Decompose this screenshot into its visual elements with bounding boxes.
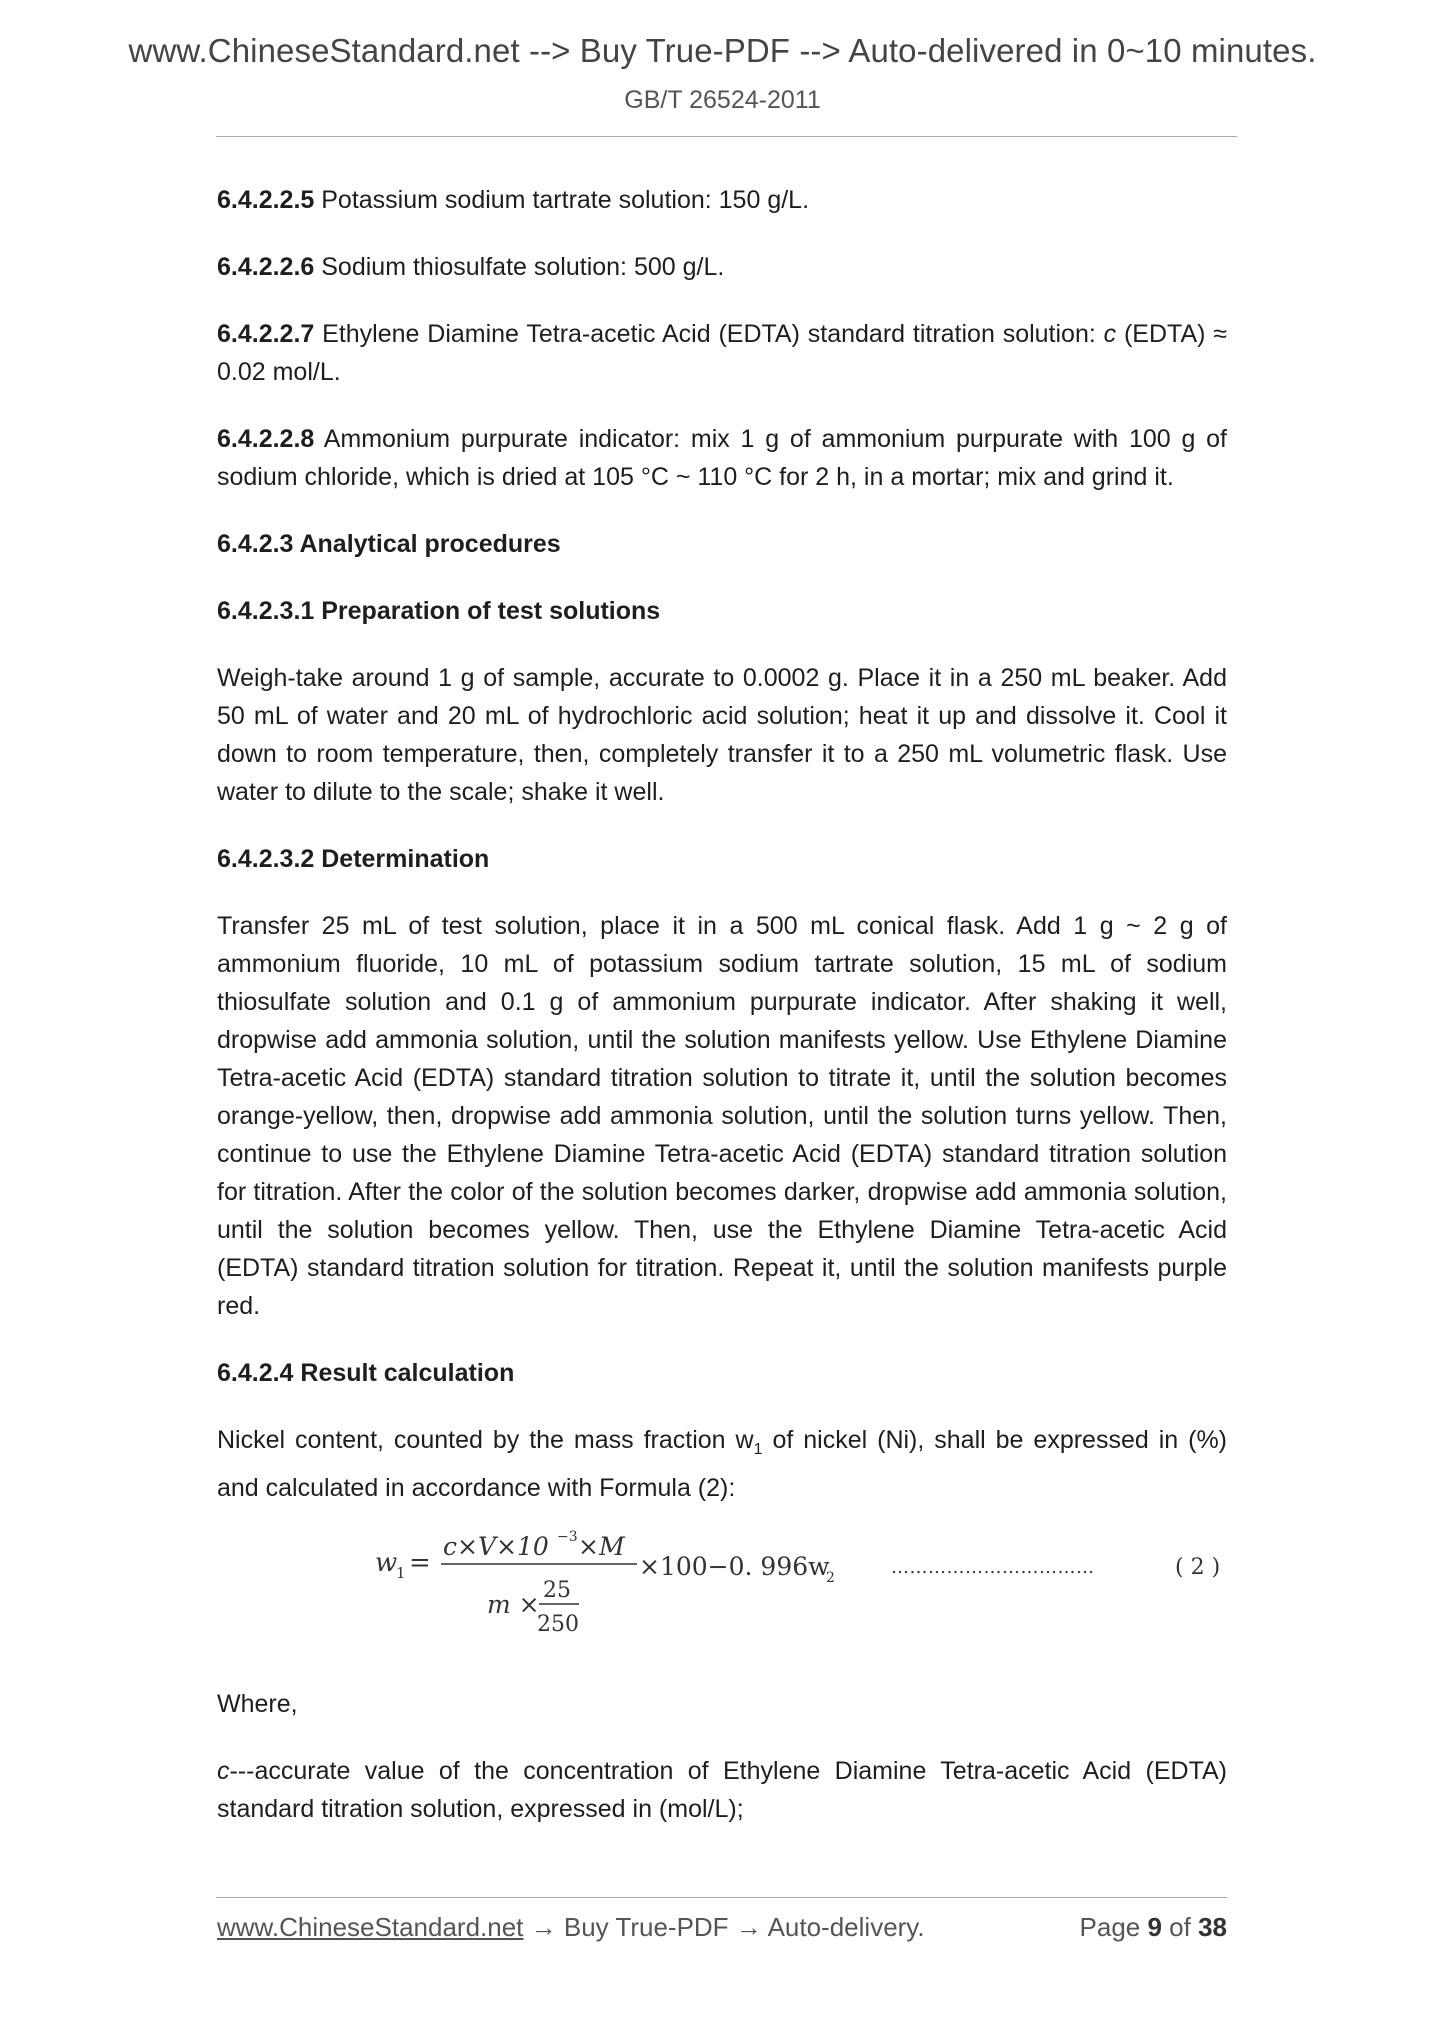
formula-label: ( 2 ) xyxy=(1175,1555,1221,1580)
formula-lhs: w xyxy=(375,1548,398,1578)
subscript: 1 xyxy=(753,1441,763,1458)
formula-numerator-b: ×M xyxy=(578,1532,625,1561)
header-divider xyxy=(216,136,1237,137)
formula-tail: ×100−0. 996w xyxy=(639,1552,830,1581)
clause-text: Ethylene Diamine Tetra-acetic Acid (EDTA) standard titration solution: xyxy=(314,320,1104,348)
formula-leader-dots: …………………………… xyxy=(891,1557,1095,1578)
clause-6-4-2-2-6 xyxy=(217,248,1227,286)
formula-denominator-den: 250 xyxy=(537,1612,579,1637)
total-pages: 38 xyxy=(1198,1912,1227,1942)
paragraph-determination: Transfer 25 mL of test solution, place it in a 500 mL conical flask. Add 1 g ~ 2 g of ammonium fluoride, 10 mL of potassium sodium tartrate solution, 15 mL of sodium thiosulfate solution and 0.1 g of ammonium purpurate indicator. After shaking it well, dropwise add ammonia solution, until the solution manifests yellow. Use Ethylene Diamine Tetra-acetic Acid (EDTA) standard titration solution to titrate it, until the solution becomes orange-yellow, then, dropwise add ammonia solution, until the solution turns yellow. Then, continue to use the Ethylene Diamine Tetra-acetic Acid (EDTA) standard titration solution for titration. After the color of the solution becomes darker, dropwise add ammonia solution, until the solution becomes yellow. Then, use the Ethylene Diamine Tetra-acetic Acid (EDTA) standard titration solution for titration. Repeat it, until the solution manifests purple red. xyxy=(217,912,1227,1320)
source-banner: www.ChineseStandard.net --> Buy True-PDF --> Auto-delivered in 0~10 minutes. xyxy=(128,32,1317,69)
text-part: Nickel content, counted by the mass fraction w xyxy=(217,1426,754,1454)
paragraph-preparation: Weigh-take around 1 g of sample, accurate to 0.0002 g. Place it in a 250 mL beaker. Add 50 mL of water and 20 mL of hydrochloric acid solution; heat it up and dissolve it. Cool it down to room temperature, then, completely transfer it to a 250 mL volumetric flask. Use water to dilute to the scale; shake it well. xyxy=(217,664,1227,806)
page-content xyxy=(217,181,1227,1857)
formula-tail-sub: 2 xyxy=(826,1570,835,1586)
formula-denominator-m: m × xyxy=(487,1590,540,1619)
heading-result-calculation: 6.4.2.4 Result calculation xyxy=(217,1359,515,1387)
clause-6-4-2-2-7 xyxy=(217,315,1227,391)
page-footer xyxy=(217,1912,1227,1943)
formula-2 xyxy=(217,1521,1227,1651)
definition-c xyxy=(217,1752,1227,1828)
page-number xyxy=(1080,1912,1227,1943)
clause-6-4-2-2-8 xyxy=(217,420,1227,496)
heading-determination: 6.4.2.3.2 Determination xyxy=(217,845,490,873)
clause-text: Ammonium purpurate indicator: mix 1 g of ammonium purpurate with 100 g of sodium chloride, which is dried at 105 °C ~ 110 °C for 2 h, in a mortar; mix and grind it. xyxy=(217,425,1227,491)
definition-text: ---accurate value of the concentration of Ethylene Diamine Tetra-acetic Acid (EDTA) standard titration solution, expressed in (mol/L); xyxy=(217,1757,1227,1823)
text-part: of nickel (Ni), shall be expressed in (%) and calculated in accordance with Formula (2): xyxy=(217,1426,1228,1502)
formula-exponent: −3 xyxy=(557,1529,578,1545)
variable-c: c xyxy=(217,1757,230,1785)
clause-number: 6.4.2.2.6 xyxy=(217,253,315,281)
clause-text-cont: (EDTA) ≈ 0.02 mol/L. xyxy=(217,320,1227,386)
clause-text: Sodium thiosulfate solution: 500 g/L. xyxy=(314,253,725,281)
paragraph-nickel-content xyxy=(217,1421,1227,1507)
clause-text: Potassium sodium tartrate solution: 150 g/L. xyxy=(314,186,810,214)
of-word: of xyxy=(1161,1912,1199,1942)
footer-divider xyxy=(216,1897,1227,1898)
clause-number: 6.4.2.2.7 xyxy=(217,320,315,348)
formula-denominator-num: 25 xyxy=(543,1578,571,1603)
formula-numerator: c×V×10 xyxy=(443,1532,549,1561)
formula-equals: = xyxy=(409,1548,431,1578)
document-id: GB/T 26524-2011 xyxy=(624,86,821,114)
clause-number: 6.4.2.2.5 xyxy=(217,186,315,214)
heading-analytical-procedures: 6.4.2.3 Analytical procedures xyxy=(217,530,561,558)
footer-text: → Buy True-PDF → Auto-delivery. xyxy=(523,1912,925,1942)
formula-lhs-sub: 1 xyxy=(396,1564,406,1582)
variable-c: c xyxy=(1103,320,1117,348)
clause-6-4-2-2-5 xyxy=(217,181,1227,219)
page-word: Page xyxy=(1079,1912,1148,1942)
footer-link[interactable]: www.ChineseStandard.net xyxy=(217,1912,524,1942)
heading-preparation: 6.4.2.3.1 Preparation of test solutions xyxy=(217,597,661,625)
clause-number: 6.4.2.2.8 xyxy=(217,425,315,453)
current-page: 9 xyxy=(1147,1912,1162,1942)
where-label: Where, xyxy=(217,1690,298,1718)
formula-svg xyxy=(375,1521,1235,1651)
